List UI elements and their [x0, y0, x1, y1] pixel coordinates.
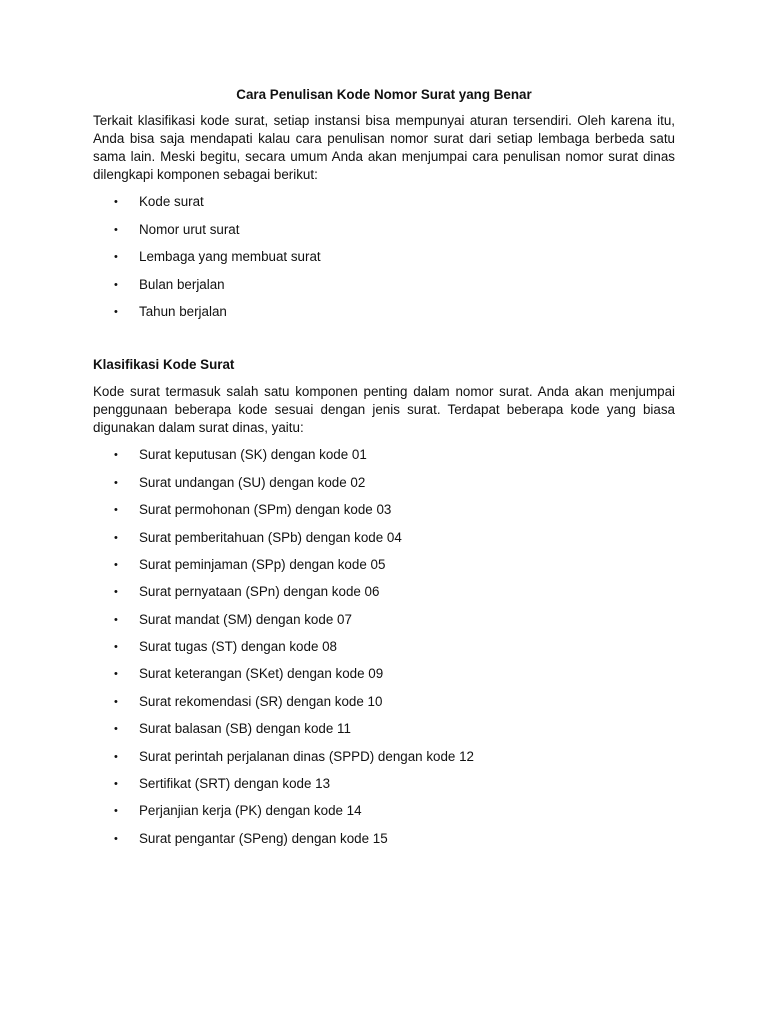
- intro-paragraph: Terkait klasifikasi kode surat, setiap instansi bisa mempunyai aturan tersendiri. Oleh karena itu, Anda bisa saja mendapati kalau cara penulisan nomor surat dari setiap lembaga berbeda satu sama lain. Meski begitu, secara umum Anda akan menjumpai cara penulisan nomor surat dinas dilengkapi komponen sebagai berikut:: [93, 113, 675, 182]
- list-item: [93, 665, 675, 683]
- list-item-text: Surat keterangan (SKet) dengan kode 09: [139, 666, 384, 682]
- bullet-icon: •: [114, 504, 118, 517]
- list-item: [93, 446, 675, 464]
- bullet-icon: •: [114, 251, 118, 264]
- list-item: [93, 720, 675, 738]
- list-item-text: Surat balasan (SB) dengan kode 11: [139, 721, 351, 737]
- list-item: [93, 638, 675, 656]
- bullet-icon: •: [114, 586, 118, 599]
- list-item: [93, 193, 675, 211]
- bullet-icon: •: [114, 695, 118, 708]
- list-item: [93, 276, 675, 294]
- list-item-text: Surat tugas (ST) dengan kode 08: [139, 639, 338, 655]
- list-item: [93, 830, 675, 848]
- section-heading: Klasifikasi Kode Surat: [93, 356, 235, 372]
- bullet-icon: •: [114, 750, 118, 763]
- bullet-icon: •: [114, 613, 118, 626]
- bullet-icon: •: [114, 805, 118, 818]
- list-item: [93, 802, 675, 820]
- list-item: [93, 693, 675, 711]
- bullet-icon: •: [114, 641, 118, 654]
- document-title: Cara Penulisan Kode Nomor Surat yang Benar: [236, 87, 532, 102]
- list-item-text: Sertifikat (SRT) dengan kode 13: [139, 776, 331, 792]
- list-item-text: Surat peminjaman (SPp) dengan kode 05: [139, 556, 386, 572]
- list-item-text: Surat pernyataan (SPn) dengan kode 06: [139, 584, 380, 600]
- bullet-icon: •: [114, 223, 118, 236]
- list-item-text: Surat pemberitahuan (SPb) dengan kode 04: [139, 529, 402, 545]
- codes-list: [93, 446, 675, 847]
- list-item-text: Surat pengantar (SPeng) dengan kode 15: [139, 830, 388, 846]
- list-item-text: Surat permohonan (SPm) dengan kode 03: [139, 502, 392, 518]
- list-item: [93, 529, 675, 547]
- list-item: [93, 748, 675, 766]
- bullet-icon: •: [114, 305, 118, 318]
- list-item-text: Surat keputusan (SK) dengan kode 01: [139, 447, 367, 463]
- bullet-icon: •: [114, 558, 118, 571]
- list-item: [93, 583, 675, 601]
- bullet-icon: •: [114, 832, 118, 845]
- list-item-text: Surat rekomendasi (SR) dengan kode 10: [139, 693, 383, 709]
- bullet-icon: •: [114, 668, 118, 681]
- list-item-text: Bulan berjalan: [139, 276, 225, 292]
- bullet-icon: •: [114, 449, 118, 462]
- list-item: [93, 556, 675, 574]
- list-item: [93, 501, 675, 519]
- list-item: [93, 474, 675, 492]
- bullet-icon: •: [114, 278, 118, 291]
- list-item: [93, 775, 675, 793]
- list-item: [93, 611, 675, 629]
- list-item-text: Surat perintah perjalanan dinas (SPPD) dengan kode 12: [139, 748, 474, 764]
- list-item-text: Tahun berjalan: [139, 303, 227, 319]
- list-item-text: Perjanjian kerja (PK) dengan kode 14: [139, 803, 362, 819]
- bullet-icon: •: [114, 196, 118, 209]
- bullet-icon: •: [114, 531, 118, 544]
- list-item-text: Surat undangan (SU) dengan kode 02: [139, 474, 366, 490]
- list-item-text: Lembaga yang membuat surat: [139, 249, 321, 265]
- bullet-icon: •: [114, 778, 118, 791]
- list-item: [93, 221, 675, 239]
- list-item: [93, 303, 675, 321]
- list-item-text: Surat mandat (SM) dengan kode 07: [139, 611, 352, 627]
- list-item: [93, 248, 675, 266]
- document-page: [93, 86, 675, 848]
- list-item-text: Kode surat: [139, 194, 204, 210]
- components-list: [93, 193, 675, 321]
- list-item-text: Nomor urut surat: [139, 221, 240, 237]
- section-paragraph: Kode surat termasuk salah satu komponen penting dalam nomor surat. Anda akan menjumpai penggunaan beberapa kode sesuai dengan jenis surat. Terdapat beberapa kode yang biasa digunakan dalam surat dinas, yaitu:: [93, 383, 675, 435]
- bullet-icon: •: [114, 476, 118, 489]
- bullet-icon: •: [114, 723, 118, 736]
